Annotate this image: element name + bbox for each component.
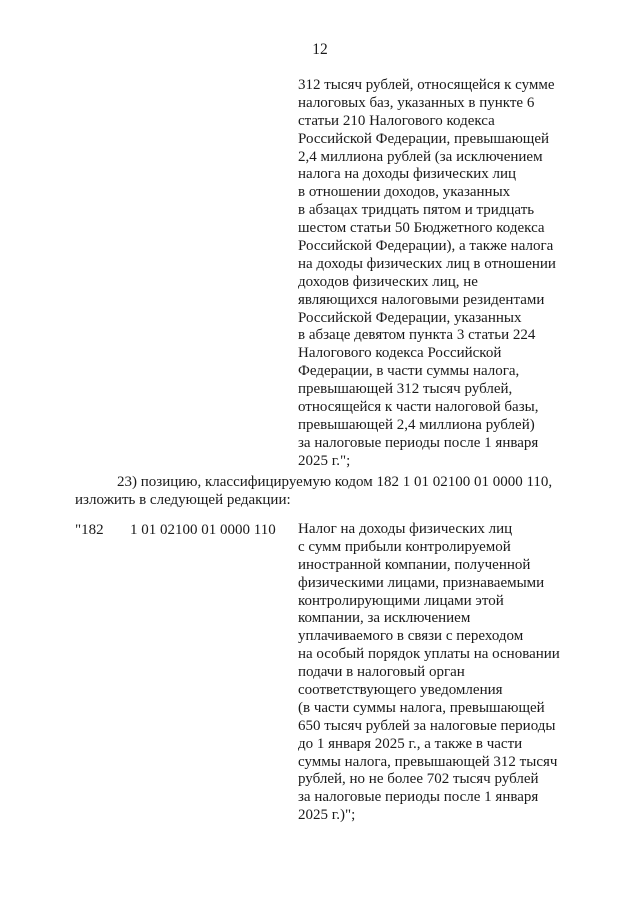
budget-classification-code: 1 01 02100 01 0000 110 xyxy=(130,522,276,538)
text-line: рублей, но не более 702 тысяч рублей xyxy=(298,771,539,788)
text-line: являющихся налоговыми резидентами xyxy=(298,291,545,308)
text-line: 2025 г.)"; xyxy=(298,807,356,824)
text-line: соответствующего уведомления xyxy=(298,682,503,699)
text-line: 2,4 миллиона рублей (за исключением xyxy=(298,148,543,165)
text-line: Российской Федерации), а также налога xyxy=(298,238,554,255)
text-line: доходов физических лиц, не xyxy=(298,273,478,290)
continuation-text xyxy=(298,77,556,471)
text-line: Российской Федерации, указанных xyxy=(298,309,522,326)
text-line: шестом статьи 50 Бюджетного кодекса xyxy=(298,220,545,237)
text-line: в абзацах тридцать пятом и тридцать xyxy=(298,202,535,219)
text-line: Российской Федерации, превышающей xyxy=(298,130,550,147)
text-line: 2025 г."; xyxy=(298,452,351,469)
administrator-code: "182 xyxy=(75,522,104,538)
text-line: 650 тысяч рублей за налоговые периоды xyxy=(298,717,556,734)
text-line: Налог на доходы физических лиц xyxy=(298,521,513,537)
text-line: (в части суммы налога, превышающей xyxy=(298,699,545,716)
text-line: статьи 210 Налогового кодекса xyxy=(298,112,495,129)
text-line: контролирующими лицами этой xyxy=(298,592,504,609)
text-line: налоговых баз, указанных в пункте 6 xyxy=(298,94,535,111)
text-line: Налогового кодекса Российской xyxy=(298,345,502,362)
text-line: Федерации, в части суммы налога, xyxy=(298,363,520,380)
text-line: превышающей 312 тысяч рублей, xyxy=(298,381,513,398)
text-line: превышающей 2,4 миллиона рублей) xyxy=(298,416,535,433)
text-line: до 1 января 2025 г., а также в части xyxy=(298,735,523,752)
text-line: физическими лицами, признаваемыми xyxy=(298,574,545,591)
text-line: 312 тысяч рублей, относящейся к сумме xyxy=(298,77,555,93)
text-line: за налоговые периоды после 1 января xyxy=(298,434,539,451)
text-line: относящейся к части налоговой базы, xyxy=(298,399,539,416)
text-line: в отношении доходов, указанных xyxy=(298,184,511,201)
text-line: с сумм прибыли контролируемой xyxy=(298,538,511,555)
text-line: подачи в налоговый орган xyxy=(298,664,465,681)
text-line: иностранной компании, полученной xyxy=(298,556,531,573)
text-line: компании, за исключением xyxy=(298,610,471,627)
text-line: на доходы физических лиц в отношении xyxy=(298,255,556,272)
amendment-instruction: 23) позицию, классифицируемую кодом 182 1 01 02100 01 0000 110, xyxy=(117,474,553,490)
text-line: уплачиваемого в связи с переходом xyxy=(298,628,524,645)
amendment-instruction-continued: изложить в следующей редакции: xyxy=(75,492,291,508)
text-line: суммы налога, превышающей 312 тысяч xyxy=(298,753,558,770)
text-line: за налоговые периоды после 1 января xyxy=(298,789,539,806)
page-number: 12 xyxy=(312,41,328,58)
text-line: налога на доходы физических лиц xyxy=(298,166,517,183)
position-description xyxy=(298,521,560,825)
text-line: на особый порядок уплаты на основании xyxy=(298,646,560,663)
text-line: в абзаце девятом пункта 3 статьи 224 xyxy=(298,327,536,344)
